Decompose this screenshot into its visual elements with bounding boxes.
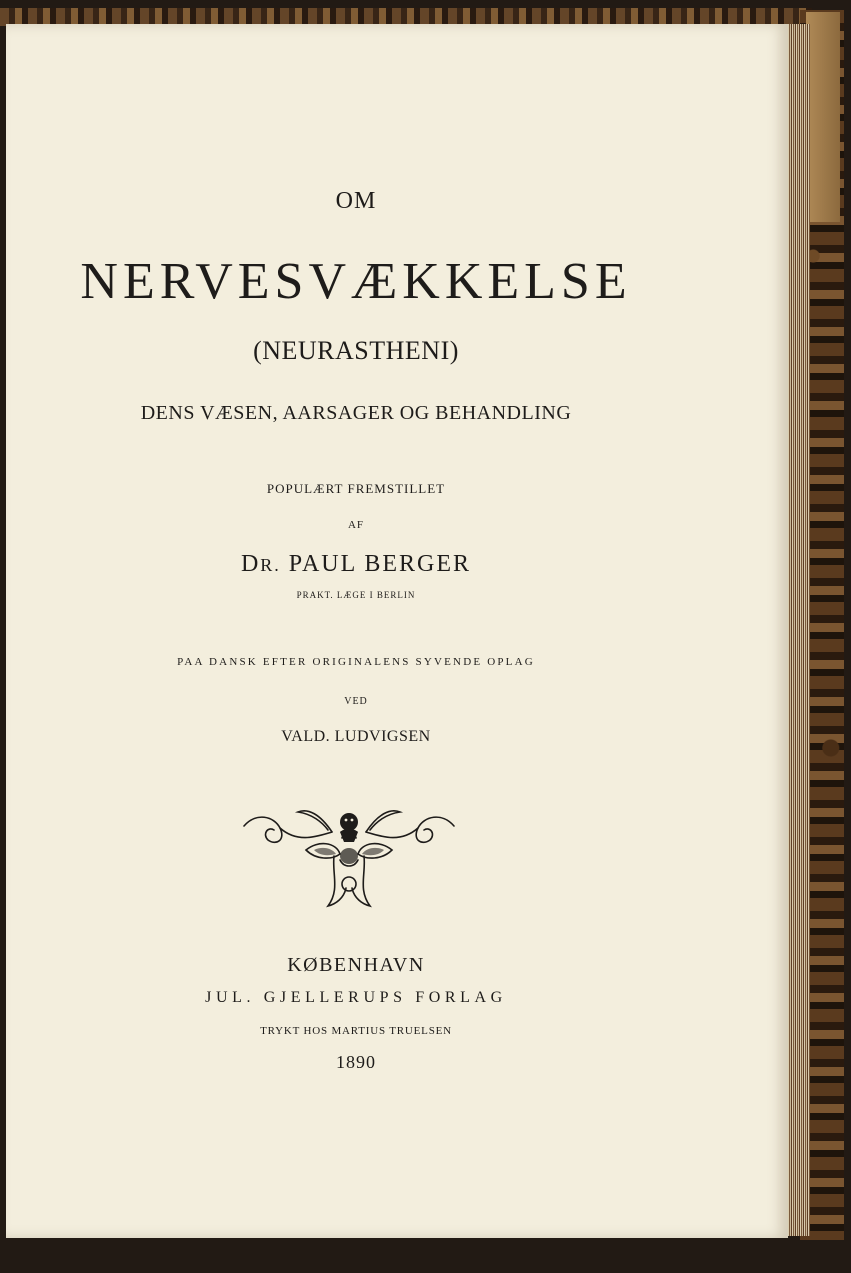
author-prefix-small: R.	[260, 555, 281, 575]
author-line	[6, 551, 706, 578]
by-label: AF	[347, 519, 365, 531]
author-prefix: D	[240, 551, 261, 577]
translated-by-label: VED	[344, 696, 368, 707]
printer-note: TRYKT HOS MARTIUS TRUELSEN	[260, 1025, 452, 1037]
book-cover-corner	[806, 12, 840, 222]
author-credential: PRAKT. LÆGE I BERLIN	[296, 590, 416, 600]
title-prefix: OM	[335, 188, 377, 214]
book-description: DENS VÆSEN, AARSAGER OG BEHANDLING	[140, 402, 572, 424]
book-title: NERVESVÆKKELSE	[80, 253, 632, 310]
publication-city: KØBENHAVN	[287, 954, 425, 976]
book-subtitle: (NEURASTHENI)	[253, 336, 459, 365]
translator-name: VALD. LUDVIGSEN	[281, 728, 431, 745]
presentation-note: POPULÆRT FREMSTILLET	[266, 481, 446, 496]
cherub-ornament-icon	[236, 794, 462, 912]
publication-year: 1890	[336, 1052, 376, 1072]
title-page	[6, 24, 788, 1238]
translation-note: PAA DANSK EFTER ORIGINALENS SYVENDE OPLAG	[177, 656, 535, 668]
publisher-name: JUL. GJELLERUPS FORLAG	[205, 989, 507, 1006]
author-name: PAUL BERGER	[280, 551, 472, 577]
